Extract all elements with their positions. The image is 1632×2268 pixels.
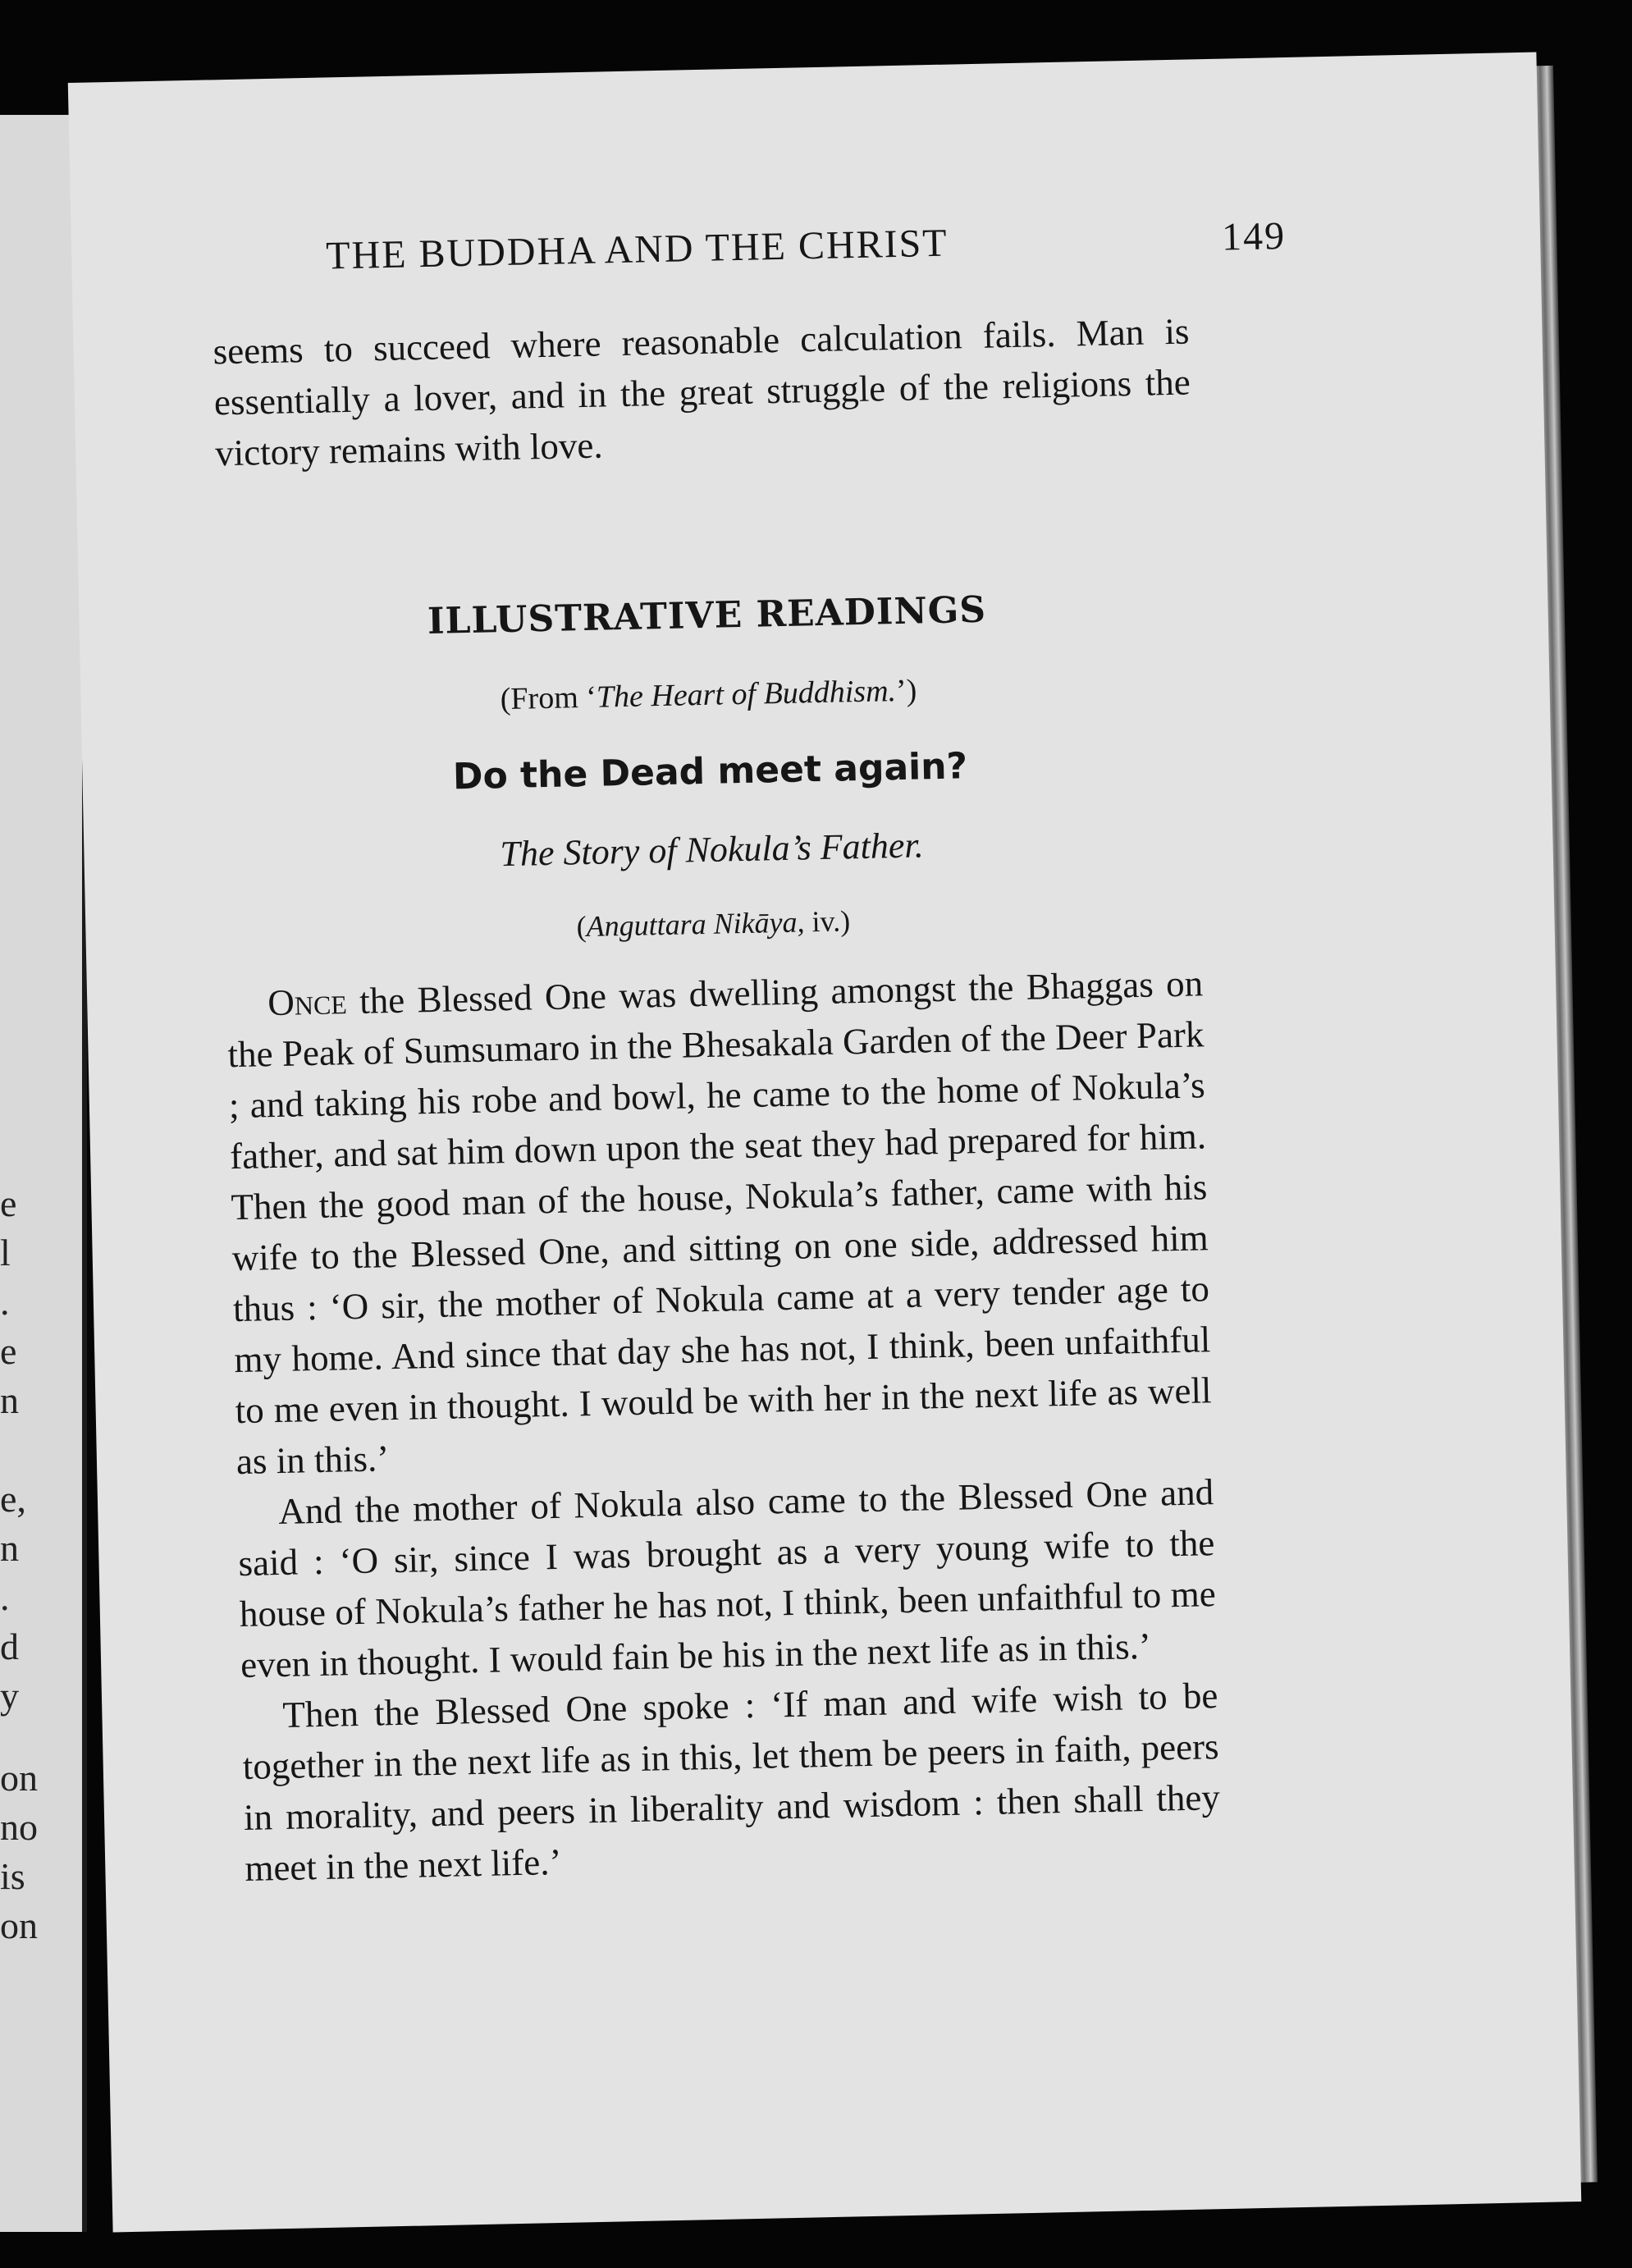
source-work: The Heart of Buddhism.	[596, 674, 897, 715]
facing-page-fragment: e	[0, 1182, 17, 1224]
facing-page-fragment: l	[0, 1232, 11, 1273]
book-page	[68, 53, 1581, 2233]
source-note	[220, 666, 1197, 723]
facing-page-fragment: no	[0, 1806, 38, 1848]
facing-page-fragment: e,	[0, 1478, 26, 1520]
citation-open: (	[576, 910, 587, 944]
facing-page-fragment: y	[0, 1675, 19, 1717]
story-paragraph-2: And the mother of Nokula also came to the Blessed One and said : ‘O sir, since I was brought as a very young wife to the house of Nokula’s father he has not, I think, been unfaithful to me even in thought. I would fain be his in the next life as in this.’	[238, 1471, 1217, 1686]
page-number: 149	[1221, 213, 1287, 259]
story-text	[226, 958, 1222, 1894]
story-paragraph-1	[226, 958, 1214, 1487]
citation	[225, 896, 1202, 951]
facing-page-fragment: on	[0, 1904, 38, 1946]
running-head-title: THE BUDDHA AND THE CHRIST	[325, 221, 949, 278]
source-prefix: (From ‘	[500, 679, 597, 717]
story-title: Do the Dead meet again?	[452, 745, 968, 798]
citation-rest: iv.)	[804, 904, 851, 939]
paragraph-text: the Blessed One was dwelling amongst the Bhaggas on the Peak of Sumsumaro in the Bhesakala Garden of the Deer Park ; and taking his robe and bowl, he came to the home of Nokula’s father, and sat him down upon the seat they had prepared for him. Then the good man of the house, Nokula’s father, came with his wife to the Blessed One, and sitting on one side, addressed him thus : ‘O sir, the mother of Nokula came at a very tender age to my home. And since that day she has not, I think, been unfaithful to me even in thought. I would be with her in the next life as well as in this.’	[227, 963, 1212, 1483]
running-head	[326, 213, 1287, 278]
facing-page-fragment: e	[0, 1330, 17, 1372]
section-title: ILLUSTRATIVE READINGS	[427, 588, 987, 642]
drop-lead-word: Once	[267, 981, 348, 1024]
facing-page-fragment: on	[0, 1757, 38, 1799]
citation-work: Anguttara Nikāya,	[586, 905, 805, 944]
source-suffix: ’)	[895, 673, 917, 709]
facing-page-edge	[0, 115, 87, 2232]
facing-page-fragment: is	[0, 1855, 25, 1897]
facing-page-fragment: .	[0, 1576, 10, 1618]
facing-page-fragment: n	[0, 1379, 19, 1421]
opening-paragraph: seems to succeed where reasonable calculation fails. Man is essentially a lover, and in the great struggle of the religions the victory remains with love.	[213, 310, 1191, 474]
facing-page-fragment: d	[0, 1626, 19, 1667]
story-subtitle: The Story of Nokula’s Father.	[499, 825, 925, 875]
facing-page-fragment: n	[0, 1527, 19, 1569]
facing-page-fragment: .	[0, 1281, 10, 1323]
story-paragraph-3: Then the Blessed One spoke : ‘If man and wife wish to be together in the next life as in this, let them be peers in faith, peers in morality, and peers in liberality and wisdom : then shall they meet in the next life.’	[242, 1675, 1221, 1889]
